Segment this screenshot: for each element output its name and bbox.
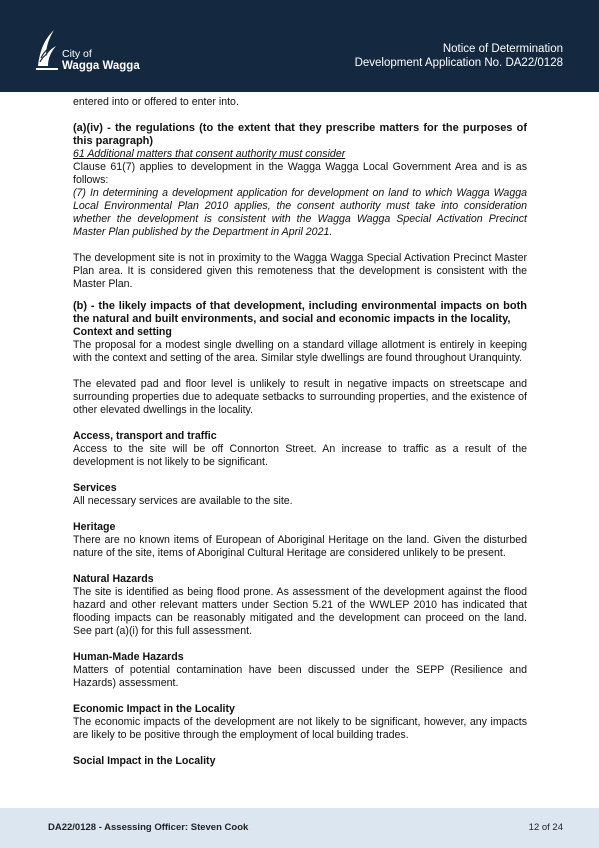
document-body bbox=[73, 96, 527, 768]
footer-officer: DA22/0128 - Assessing Officer: Steven Cook bbox=[48, 822, 249, 833]
header-title-block bbox=[355, 42, 563, 70]
natural-hazards-paragraph: The site is identified as being flood prone. As assessment of the development against the flood hazard and other relevant matters under Section 5.21 of the WWLEP 2010 has indicated that flooding impacts can be reasonably mitigated and the development can proceed on the land. See part (a)(i) for this full assessment. bbox=[73, 586, 527, 637]
heading-social-impact: Social Impact in the Locality bbox=[73, 755, 216, 767]
clause-text: Clause 61(7) applies to development in the Wagga Wagga Local Government Area and is as follows: bbox=[73, 161, 527, 186]
heritage-paragraph: There are no known items of European of Aboriginal Heritage on the land. Given the disturbed nature of the site, items of Aboriginal Cultural Heritage are considered unlikely to be present. bbox=[73, 534, 527, 559]
heading-regulations: (a)(iv) - the regulations (to the extent that they prescribe matters for the purposes of this paragraph) bbox=[73, 122, 527, 147]
header-subtitle: Development Application No. DA22/0128 bbox=[354, 57, 563, 69]
page-header bbox=[0, 0, 599, 92]
heading-context-setting: Context and setting bbox=[73, 326, 172, 338]
intro-text: entered into or offered to enter into. bbox=[73, 96, 239, 108]
heading-likely-impacts: (b) - the likely impacts of that development, including environmental impacts on both the natural and built environments, and social and economic impacts in the locality, bbox=[73, 300, 527, 325]
page-footer bbox=[0, 808, 599, 848]
context-paragraph-2: The elevated pad and floor level is unlikely to result in negative impacts on streetscape and surrounding properties due to adequate setbacks to surrounding properties, and the existence of other elevated dwellings in the locality. bbox=[73, 378, 527, 416]
logo-text-wagga-wagga: Wagga Wagga bbox=[62, 60, 140, 72]
council-logo bbox=[34, 26, 144, 76]
access-paragraph: Access to the site will be off Connorton Street. An increase to traffic as a result of the development is not likely to be significant. bbox=[73, 443, 527, 468]
heading-natural-hazards: Natural Hazards bbox=[73, 573, 154, 585]
heading-access: Access, transport and traffic bbox=[73, 430, 217, 442]
logo-text-city-of: City of bbox=[62, 48, 92, 60]
human-made-hazards-paragraph: Matters of potential contamination have been discussed under the SEPP (Resilience and Hazards) assessment. bbox=[73, 664, 527, 689]
services-paragraph: All necessary services are available to the site. bbox=[73, 495, 293, 507]
heading-human-made-hazards: Human-Made Hazards bbox=[73, 651, 184, 663]
site-paragraph: The development site is not in proximity to the Wagga Wagga Special Activation Precinct Master Plan area. It is considered given this remoteness that the development is consistent with the Master Plan. bbox=[73, 252, 527, 290]
heading-economic-impact: Economic Impact in the Locality bbox=[73, 703, 235, 715]
clause-title: 61 Additional matters that consent authority must consider bbox=[73, 148, 346, 160]
page-number: 12 of 24 bbox=[528, 822, 563, 833]
context-paragraph-1: The proposal for a modest single dwelling on a standard village allotment is entirely in keeping with the context and setting of the area. Similar style dwellings are found throughout Uranquinty. bbox=[73, 339, 527, 364]
heading-services: Services bbox=[73, 482, 117, 494]
heading-heritage: Heritage bbox=[73, 521, 116, 533]
economic-impact-paragraph: The economic impacts of the development are not likely to be significant, however, any impacts are likely to be positive through the employment of local building trades. bbox=[73, 716, 527, 741]
crow-logo-icon bbox=[34, 28, 60, 70]
clause-quote: (7) In determining a development application for development on land to which Wagga Wagga Local Environmental Plan 2010 applies, the consent authority must take into consideration whether the development is consistent with the Wagga Wagga Special Activation Precinct Master Plan published by the Department in April 2021. bbox=[73, 187, 527, 238]
header-title: Notice of Determination bbox=[442, 43, 563, 55]
